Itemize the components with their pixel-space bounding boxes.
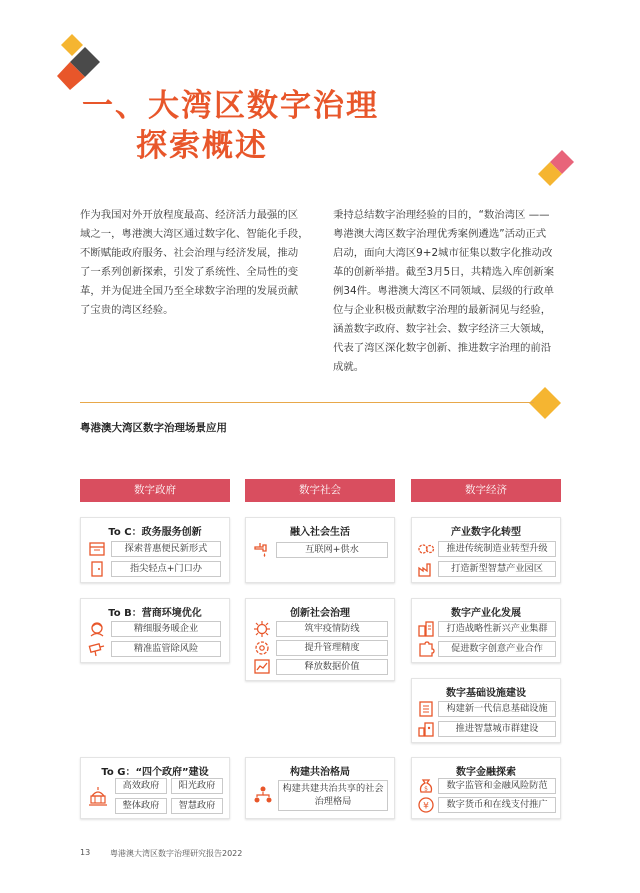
svg-text:¥: ¥ <box>423 801 429 812</box>
server-building-icon <box>417 700 435 718</box>
card-title: 产业数字化转型 <box>451 527 521 538</box>
pill-item: 整体政府 <box>115 798 167 814</box>
card-title: To B：营商环境优化 <box>108 608 202 619</box>
money-bag-icon <box>417 777 435 795</box>
page-number: 13 <box>80 848 91 857</box>
card-title: 数字金融探索 <box>456 767 516 778</box>
service-person-icon <box>88 620 106 638</box>
pill-item: 促进数字创意产业合作 <box>438 641 556 657</box>
pill-item: 阳光政府 <box>171 778 223 794</box>
card-title: 数字基础设施建设 <box>446 688 526 699</box>
door-icon <box>88 560 106 578</box>
puzzle-icon <box>417 640 435 658</box>
decor-diamond-cluster-right <box>530 148 580 192</box>
card-eco-industry <box>411 517 561 583</box>
pill-item: 数字监管和金融风险防范 <box>438 778 556 794</box>
pill-item: 推进传统制造业转型升级 <box>438 541 556 557</box>
pill-item: 释放数据价值 <box>276 659 388 675</box>
virus-icon <box>253 620 271 638</box>
intro-right-paragraph: 秉持总结数字治理经验的目的，“数治湾区 —— 粤港澳大湾区数字治理优秀案例遴选”活动正式 启动，面向大湾区9+2城市征集以数字化推动改 革的创新举措。截至3月5日，共精选入库创新案 例34件。粤港澳大湾区不同领域、层级的行政单 位与企业积极贡献数字治理的最新洞见与经验， 涵盖数字政府、数字社会、数字经济三大领域， 代表了湾区深化数字创新、推进数字治理的前沿 成就。 <box>333 209 555 373</box>
card-eco-digital <box>411 598 561 663</box>
pill-item: 打造战略性新兴产业集群 <box>438 621 556 637</box>
pill-item: 筑牢疫情防线 <box>276 621 388 637</box>
pill-item: 构建新一代信息基础设施 <box>438 701 556 717</box>
capitol-building-icon <box>87 785 109 807</box>
building-cluster-icon <box>417 620 435 638</box>
card-eco-finance <box>411 757 561 819</box>
pill-item: 推进智慧城市群建设 <box>438 721 556 737</box>
pill-item: 互联网+供水 <box>276 542 388 558</box>
water-tap-icon <box>253 541 271 559</box>
card-gov-tob <box>80 598 230 663</box>
page-title-line1: 一、大湾区数字治理 <box>82 88 379 124</box>
card-title: 数字产业化发展 <box>451 608 521 619</box>
line-chart-icon <box>253 658 271 676</box>
gear-brain-icon <box>253 639 271 657</box>
decor-diamond-rule <box>528 386 562 420</box>
card-eco-infra <box>411 678 561 743</box>
pill-item: 高效政府 <box>115 778 167 794</box>
column-header-economy: 数字经济 <box>411 479 561 502</box>
pill-item: 精准监管除风险 <box>111 641 221 657</box>
card-gov-toc <box>80 517 230 583</box>
pill-item: 指尖轻点+门口办 <box>111 561 221 577</box>
pill-item: 探索普惠便民新形式 <box>111 541 221 557</box>
pill-item: 打造新型智慧产业园区 <box>438 561 556 577</box>
card-soc-pattern <box>245 757 395 819</box>
column-header-gov: 数字政府 <box>80 479 230 502</box>
card-soc-life <box>245 517 395 583</box>
pill-item: 智慧政府 <box>171 798 223 814</box>
card-soc-governance <box>245 598 395 681</box>
camera-icon <box>88 640 106 658</box>
pill-item: 提升管理精度 <box>276 640 388 656</box>
yuan-coin-icon <box>417 796 435 814</box>
gears-icon <box>417 540 435 558</box>
card-title: To C：政务服务创新 <box>108 527 202 538</box>
factory-icon <box>417 560 435 578</box>
page-title-line2: 探索概述 <box>136 128 268 164</box>
card-title: 融入社会生活 <box>290 527 350 538</box>
report-name: 粤港澳大湾区数字治理研究报告2022 <box>110 849 243 858</box>
calendar-icon <box>88 540 106 558</box>
pill-item: 数字货币和在线支付推广 <box>438 797 556 813</box>
org-chart-icon <box>253 785 273 805</box>
card-title: To G：“四个政府”建设 <box>101 767 209 778</box>
svg-text:$: $ <box>424 785 428 793</box>
card-title: 创新社会治理 <box>290 608 350 619</box>
intro-left-paragraph: 作为我国对外开放程度最高、经济活力最强的区 域之一，粤港澳大湾区通过数字化、智能化手段， 不断赋能政府服务、社会治理与经济发展，推动 了一系列创新探索，引发了系统性、全局性的变 革，并为促进全国乃至全球数字治理的发展贡献 了宝贵的湾区经验。 <box>80 209 309 316</box>
section-title: 粤港澳大湾区数字治理场景应用 <box>80 422 227 434</box>
card-title: 构建共治格局 <box>290 767 350 778</box>
section-divider <box>80 402 534 403</box>
pill-item: 精细服务暖企业 <box>111 621 221 637</box>
card-gov-tog <box>80 757 230 819</box>
pill-item: 构建共建共治共享的社会治理格局 <box>278 780 388 811</box>
column-header-society: 数字社会 <box>245 479 395 502</box>
smart-city-icon <box>417 720 435 738</box>
